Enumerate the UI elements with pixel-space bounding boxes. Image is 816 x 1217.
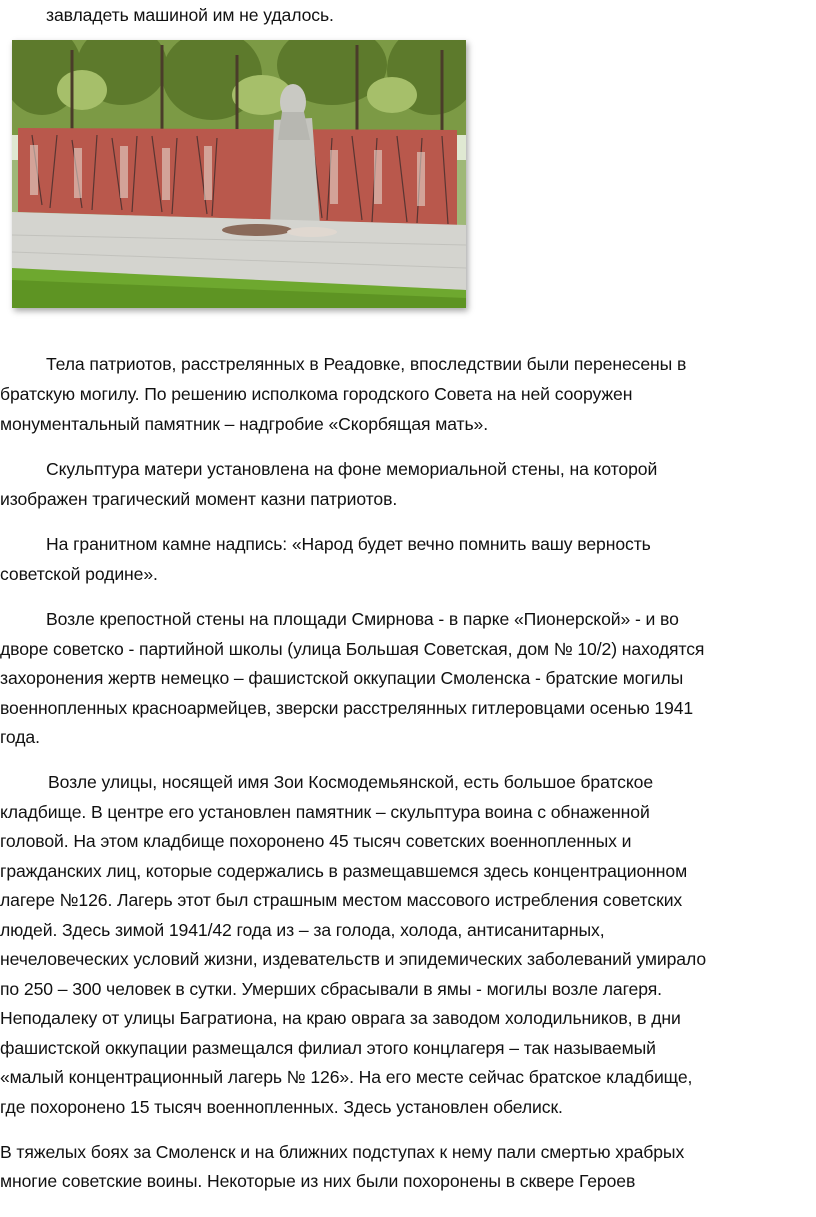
paragraph-line: дворе советско - партийной школы (улица Большая Советская, дом № 10/2) находятся xyxy=(0,639,705,659)
paragraph-line: На гранитном камне надпись: «Народ будет вечно помнить вашу верность xyxy=(46,534,651,554)
paragraph-line: советской родине». xyxy=(0,564,158,584)
paragraph-line: В тяжелых боях за Смоленск и на ближних подступах к нему пали смертью храбрых xyxy=(0,1142,685,1162)
paragraph-line: Скульптура матери установлена на фоне мемориальной стены, на которой xyxy=(46,459,658,479)
memorial-photo-icon xyxy=(12,40,466,308)
paragraph-line: Тела патриотов, расстрелянных в Реадовке, впоследствии были перенесены в xyxy=(46,354,687,374)
memorial-photo xyxy=(12,40,466,308)
paragraph-line: гражданских лиц, которые содержались в размещавшемся здесь концентрационном xyxy=(0,861,688,881)
paragraph-line: головой. На этом кладбище похоронено 45 тысяч советских военнопленных и xyxy=(0,831,632,851)
paragraph-line: фашистской оккупации размещался филиал этого концлагеря – так называемый xyxy=(0,1038,656,1058)
paragraph-line: людей. Здесь зимой 1941/42 года из – за голода, холода, антисанитарных, xyxy=(0,920,605,940)
paragraph-line: многие советские воины. Некоторые из них были похоронены в сквере Героев xyxy=(0,1171,636,1191)
paragraph-line: Неподалеку от улицы Багратиона, на краю оврага за заводом холодильников, в дни xyxy=(0,1008,681,1028)
paragraph-line: кладбище. В центре его установлен памятник – скульптура воина с обнаженной xyxy=(0,802,650,822)
paragraph-line: Возле крепостной стены на площади Смирнова - в парке «Пионерской» - и во xyxy=(46,609,679,629)
paragraph-line: нечеловеческих условий жизни, издевательств и эпидемических заболеваний умирало xyxy=(0,949,707,969)
paragraph-line: монументальный памятник – надгробие «Скорбящая мать». xyxy=(0,414,489,434)
paragraph-line: изображен трагический момент казни патриотов. xyxy=(0,489,398,509)
paragraph-line: военнопленных красноармейцев, зверски расстрелянных гитлеровцами осенью 1941 xyxy=(0,698,694,718)
paragraph-line: «малый концентрационный лагерь № 126». На его месте сейчас братское кладбище, xyxy=(0,1067,693,1087)
paragraph-line: где похоронено 15 тысяч военнопленных. Здесь установлен обелиск. xyxy=(0,1097,563,1117)
paragraph-line-top: завладеть машиной им не удалось. xyxy=(46,5,334,25)
paragraph-line: года. xyxy=(0,727,40,747)
paragraph-line: захоронения жертв немецко – фашистской оккупации Смоленска - братские могилы xyxy=(0,668,684,688)
paragraph-line: лагере №126. Лагерь этот был страшным местом массового истребления советских xyxy=(0,890,683,910)
paragraph-line: по 250 – 300 человек в сутки. Умерших сбрасывали в ямы - могилы возле лагеря. xyxy=(0,979,662,999)
paragraph-line: Возле улицы, носящей имя Зои Космодемьянской, есть большое братское xyxy=(48,772,654,792)
paragraph-line: братскую могилу. По решению исполкома городского Совета на ней сооружен xyxy=(0,384,633,404)
